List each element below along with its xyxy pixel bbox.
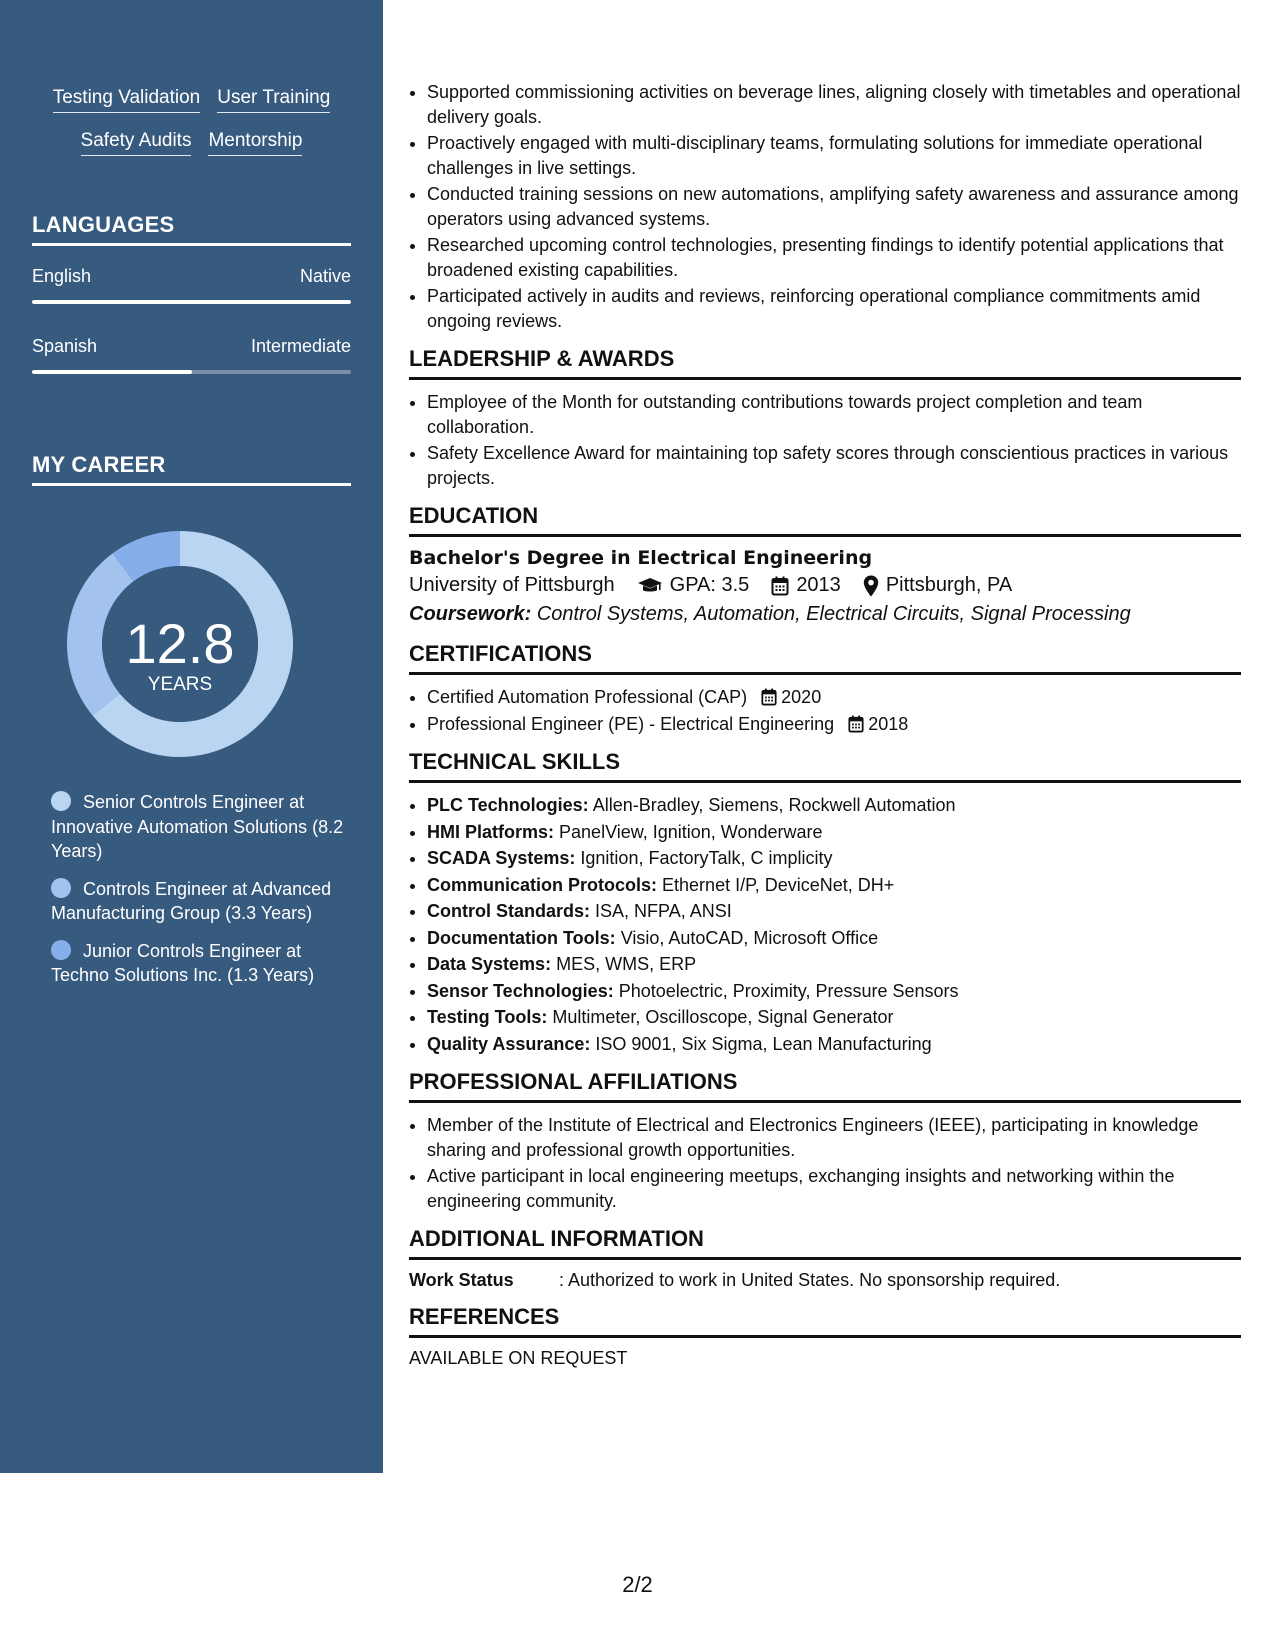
skill-value: Ethernet I/P, DeviceNet, DH+	[662, 874, 895, 895]
references-text: AVAILABLE ON REQUEST	[409, 1348, 628, 1368]
certifications-heading: CERTIFICATIONS	[409, 640, 1241, 675]
skill-label: SCADA Systems:	[427, 848, 576, 868]
experience-bullets	[409, 80, 1241, 333]
education-degree: Bachelor's Degree in Electrical Engineering	[409, 547, 873, 569]
education-coursework	[409, 603, 1241, 626]
skills-heading: TECHNICAL SKILLS	[409, 748, 1241, 783]
languages-heading: LANGUAGES	[32, 212, 351, 246]
skill-tag: Mentorship	[208, 129, 302, 156]
skill-label: HMI Platforms:	[427, 821, 555, 842]
career-unit: YEARS	[147, 674, 213, 695]
education-gpa: GPA: 3.5	[669, 574, 750, 596]
list-item	[427, 793, 1241, 818]
language-bar	[32, 370, 351, 374]
affiliations-heading: PROFESSIONAL AFFILIATIONS	[409, 1068, 1241, 1103]
education-year: 2013	[796, 574, 841, 596]
list-item: • Proactively engaged with multi-disciplinary teams, formulating solutions for immediate operational challenges in live settings.	[427, 131, 1241, 180]
skill-label: Documentation Tools:	[427, 927, 616, 948]
tag-row	[32, 86, 351, 113]
skill-value: Visio, AutoCAD, Microsoft Office	[620, 927, 879, 948]
certification-name: • Certified Automation Professional (CAP)	[427, 687, 748, 707]
education-details	[409, 574, 1241, 597]
language-bar-fill	[32, 370, 192, 374]
list-item: • Participated actively in audits and reviews, reinforcing operational compliance commitments amid ongoing reviews.	[427, 284, 1241, 333]
list-item: • Supported commissioning activities on beverage lines, aligning closely with timetables and operational delivery goals.	[427, 80, 1241, 129]
list-item	[427, 820, 1241, 845]
list-item: • Researched upcoming control technologies, presenting findings to identify potential applications that broadened existing capabilities.	[427, 233, 1241, 282]
career-item-text: Controls Engineer at Advanced Manufacturing Group (3.3 Years)	[51, 878, 332, 923]
skill-label: Sensor Technologies:	[427, 980, 614, 1001]
education-location: Pittsburgh, PA	[885, 574, 1013, 596]
career-item-text: Senior Controls Engineer at Innovative Automation Solutions (8.2 Years)	[51, 792, 344, 861]
career-item-text: Junior Controls Engineer at Techno Solutions Inc. (1.3 Years)	[51, 940, 315, 985]
skill-label: Testing Tools:	[427, 1007, 548, 1027]
list-item: • Active participant in local engineering meetups, exchanging insights and networking within the engineering community.	[427, 1164, 1241, 1213]
list-item	[427, 712, 1241, 737]
leadership-list	[409, 390, 1241, 490]
list-item	[427, 952, 1241, 977]
work-status-label: Work Status	[409, 1270, 514, 1290]
calendar-icon	[761, 688, 777, 706]
career-item	[51, 939, 351, 988]
work-status-row	[409, 1270, 1241, 1291]
skill-tags	[32, 86, 351, 172]
additional-info-heading: ADDITIONAL INFORMATION	[409, 1225, 1241, 1260]
list-item	[427, 926, 1241, 951]
education-school: University of Pittsburgh	[409, 574, 615, 596]
skill-label: Control Standards:	[427, 901, 591, 921]
skill-tag: Testing Validation	[53, 86, 201, 113]
skill-tag: Safety Audits	[81, 129, 192, 156]
skill-tag: User Training	[217, 86, 330, 113]
career-item	[51, 790, 351, 864]
list-item: • Conducted training sessions on new automations, amplifying safety awareness and assurance among operators using advanced systems.	[427, 182, 1241, 231]
skill-label: Data Systems:	[427, 954, 552, 974]
list-item	[427, 979, 1241, 1004]
list-item	[427, 685, 1241, 710]
skill-value: ISO 9001, Six Sigma, Lean Manufacturing	[595, 1033, 932, 1054]
skill-value: MES, WMS, ERP	[556, 954, 697, 974]
skill-value: PanelView, Ignition, Wonderware	[559, 821, 823, 842]
career-total: 12.8	[125, 612, 235, 675]
calendar-icon	[771, 576, 789, 596]
list-item: • Member of the Institute of Electrical and Electronics Engineers (IEEE), participating in knowledge sharing and professional growth opportunities.	[427, 1113, 1241, 1162]
skill-label: Quality Assurance:	[427, 1033, 591, 1054]
tag-row	[32, 129, 351, 156]
list-item: • Safety Excellence Award for maintaining top safety scores through conscientious practices in various projects.	[427, 441, 1241, 490]
affiliations-list	[409, 1113, 1241, 1213]
education-heading: EDUCATION	[409, 502, 1241, 537]
legend-dot	[51, 878, 71, 898]
skill-value: Photoelectric, Proximity, Pressure Sensors	[618, 980, 959, 1001]
coursework-text: Control Systems, Automation, Electrical Circuits, Signal Processing	[536, 603, 1131, 625]
language-bar	[32, 300, 351, 304]
list-item	[427, 846, 1241, 871]
sidebar	[0, 0, 383, 1473]
career-list	[51, 790, 351, 1001]
list-item	[427, 873, 1241, 898]
skill-value: Allen-Bradley, Siemens, Rockwell Automation	[592, 795, 956, 815]
skill-value: Ignition, FactoryTalk, C implicity	[580, 848, 833, 868]
list-item	[427, 1032, 1241, 1057]
language-spanish	[32, 336, 351, 374]
certification-name: • Professional Engineer (PE) - Electrical Engineering	[427, 713, 835, 734]
list-item: • Employee of the Month for outstanding contributions towards project completion and team collaboration.	[427, 390, 1241, 439]
calendar-icon	[848, 715, 864, 733]
leadership-heading: LEADERSHIP & AWARDS	[409, 345, 1241, 380]
career-heading: MY CAREER	[32, 452, 351, 486]
page-number: 2/2	[622, 1572, 653, 1597]
skill-label: PLC Technologies:	[427, 795, 589, 815]
graduation-cap-icon	[637, 576, 663, 596]
certification-year: 2018	[868, 713, 909, 734]
language-bar-fill	[32, 300, 351, 304]
language-name: English	[32, 266, 92, 286]
language-level: Native	[299, 266, 351, 286]
references-heading: REFERENCES	[409, 1303, 1241, 1338]
skill-label: Communication Protocols:	[427, 874, 658, 895]
list-item	[427, 1005, 1241, 1030]
work-status-value: : Authorized to work in United States. No sponsorship required.	[559, 1270, 1061, 1290]
main-content	[409, 80, 1241, 1369]
language-name: Spanish	[32, 336, 98, 356]
list-item	[427, 899, 1241, 924]
skill-value: Multimeter, Oscilloscope, Signal Generator	[552, 1007, 894, 1027]
certification-year: 2020	[781, 687, 822, 707]
legend-dot	[51, 791, 71, 811]
career-donut-chart	[66, 530, 294, 758]
legend-dot	[51, 940, 71, 960]
career-item	[51, 877, 351, 926]
language-english	[32, 266, 351, 304]
location-pin-icon	[863, 575, 879, 597]
skills-list	[409, 793, 1241, 1056]
coursework-label: Coursework:	[409, 603, 532, 625]
language-level: Intermediate	[250, 336, 351, 356]
certifications-list	[409, 685, 1241, 736]
skill-value: ISA, NFPA, ANSI	[595, 901, 732, 921]
